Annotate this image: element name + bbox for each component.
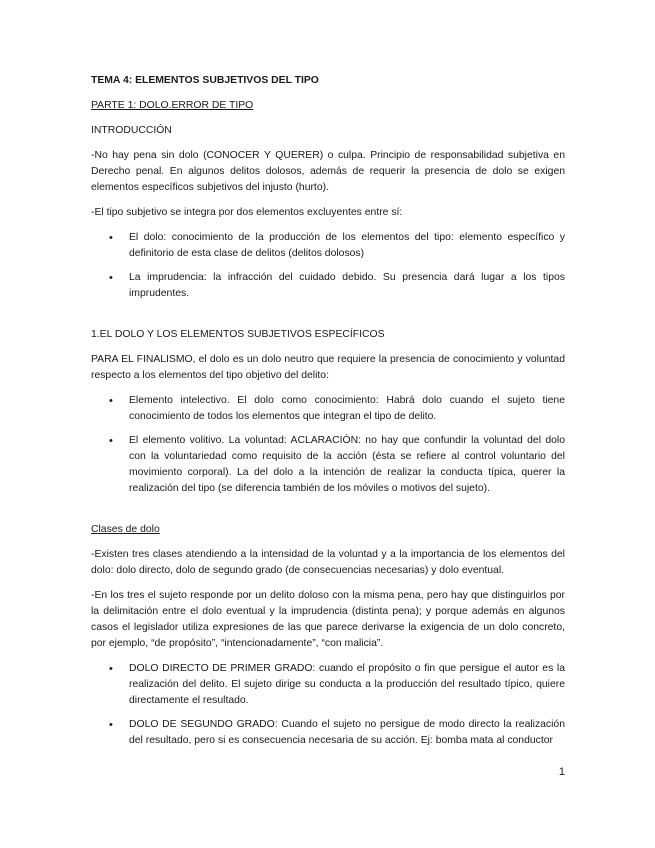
section-1-paragraph: PARA EL FINALISMO, el dolo es un dolo neutro que requiere la presencia de conocimiento y voluntad respecto a los elementos del tipo objetivo del delito: bbox=[91, 354, 565, 381]
intro-heading: INTRODUCCIÓN bbox=[91, 125, 172, 136]
intro-paragraph-2: -El tipo subjetivo se integra por dos elementos excluyentes entre sí: bbox=[91, 207, 403, 218]
intro-bullet-list bbox=[91, 230, 565, 302]
list-item: • Elemento intelectivo. El dolo como conocimiento: Habrá dolo cuando el sujeto tiene conocimiento de todos los elementos que integran el tipo de delito. bbox=[109, 395, 565, 422]
document-title: TEMA 4: ELEMENTOS SUBJETIVOS DEL TIPO bbox=[91, 75, 319, 86]
list-item: • DOLO DE SEGUNDO GRADO: Cuando el sujeto no persigue de modo directo la realización del resultado, pero si es consecuencia necesaria de su acción. Ej: bomba mata al conductor bbox=[109, 719, 565, 746]
section-1-bullet-list bbox=[91, 393, 565, 497]
page-number: 1 bbox=[558, 766, 565, 778]
bullet-icon: • bbox=[109, 719, 113, 731]
list-item: • La imprudencia: la infracción del cuidado debido. Su presencia dará lugar a los tipos imprudentes. bbox=[109, 272, 565, 299]
document-page bbox=[91, 73, 565, 758]
part-heading: PARTE 1: DOLO.ERROR DE TIPO bbox=[91, 100, 254, 111]
list-item: • El dolo: conocimiento de la producción de los elementos del tipo: elemento específico y definitorio de esta clase de delitos (delitos dolosos) bbox=[109, 232, 565, 259]
bullet-icon: • bbox=[109, 395, 113, 407]
list-item: • El elemento volitivo. La voluntad: ACLARACIÓN: no hay que confundir la voluntad del dolo con la voluntariedad como requisito de la acción (ésta se refiere al control voluntario del movimiento corporal). La del dolo a la intención de realizar la conducta típica, querer la realización del tipo (se diferencia también de los móviles o motivos del sujeto). bbox=[109, 435, 565, 494]
clases-heading: Clases de dolo bbox=[91, 524, 160, 535]
bullet-icon: • bbox=[109, 435, 113, 447]
clases-paragraph-1: -Existen tres clases atendiendo a la intensidad de la voluntad y a la importancia de los elementos del dolo: dolo directo, dolo de segundo grado (de consecuencias necesarias) y dolo eventual. bbox=[91, 549, 565, 576]
intro-paragraph-1: -No hay pena sin dolo (CONOCER Y QUERER) o culpa. Principio de responsabilidad subjetiva en Derecho penal. En algunos delitos dolosos, además de requerir la presencia de dolo se exigen elementos específicos subjetivos del injusto (hurto). bbox=[91, 150, 565, 193]
bullet-icon: • bbox=[109, 272, 113, 284]
bullet-icon: • bbox=[109, 663, 113, 675]
section-1-heading: 1.EL DOLO Y LOS ELEMENTOS SUBJETIVOS ESPECÍFICOS bbox=[91, 329, 385, 340]
clases-paragraph-2: -En los tres el sujeto responde por un delito doloso con la misma pena, pero hay que distinguirlos por la delimitación entre el dolo eventual y la imprudencia (distinta pena); y porque además en algunos casos el legislador utiliza expresiones de las que parece derivarse la exigencia de un dolo concreto, por ejemplo, “de propósito”, “intencionadamente”, “con malicia”. bbox=[91, 590, 565, 649]
list-item: • DOLO DIRECTO DE PRIMER GRADO: cuando el propósito o fin que persigue el autor es la realización del delito. El sujeto dirige su conducta a la producción del resultado típico, quiere directamente el resultado. bbox=[109, 663, 565, 706]
clases-bullet-list bbox=[91, 661, 565, 749]
bullet-icon: • bbox=[109, 232, 113, 244]
